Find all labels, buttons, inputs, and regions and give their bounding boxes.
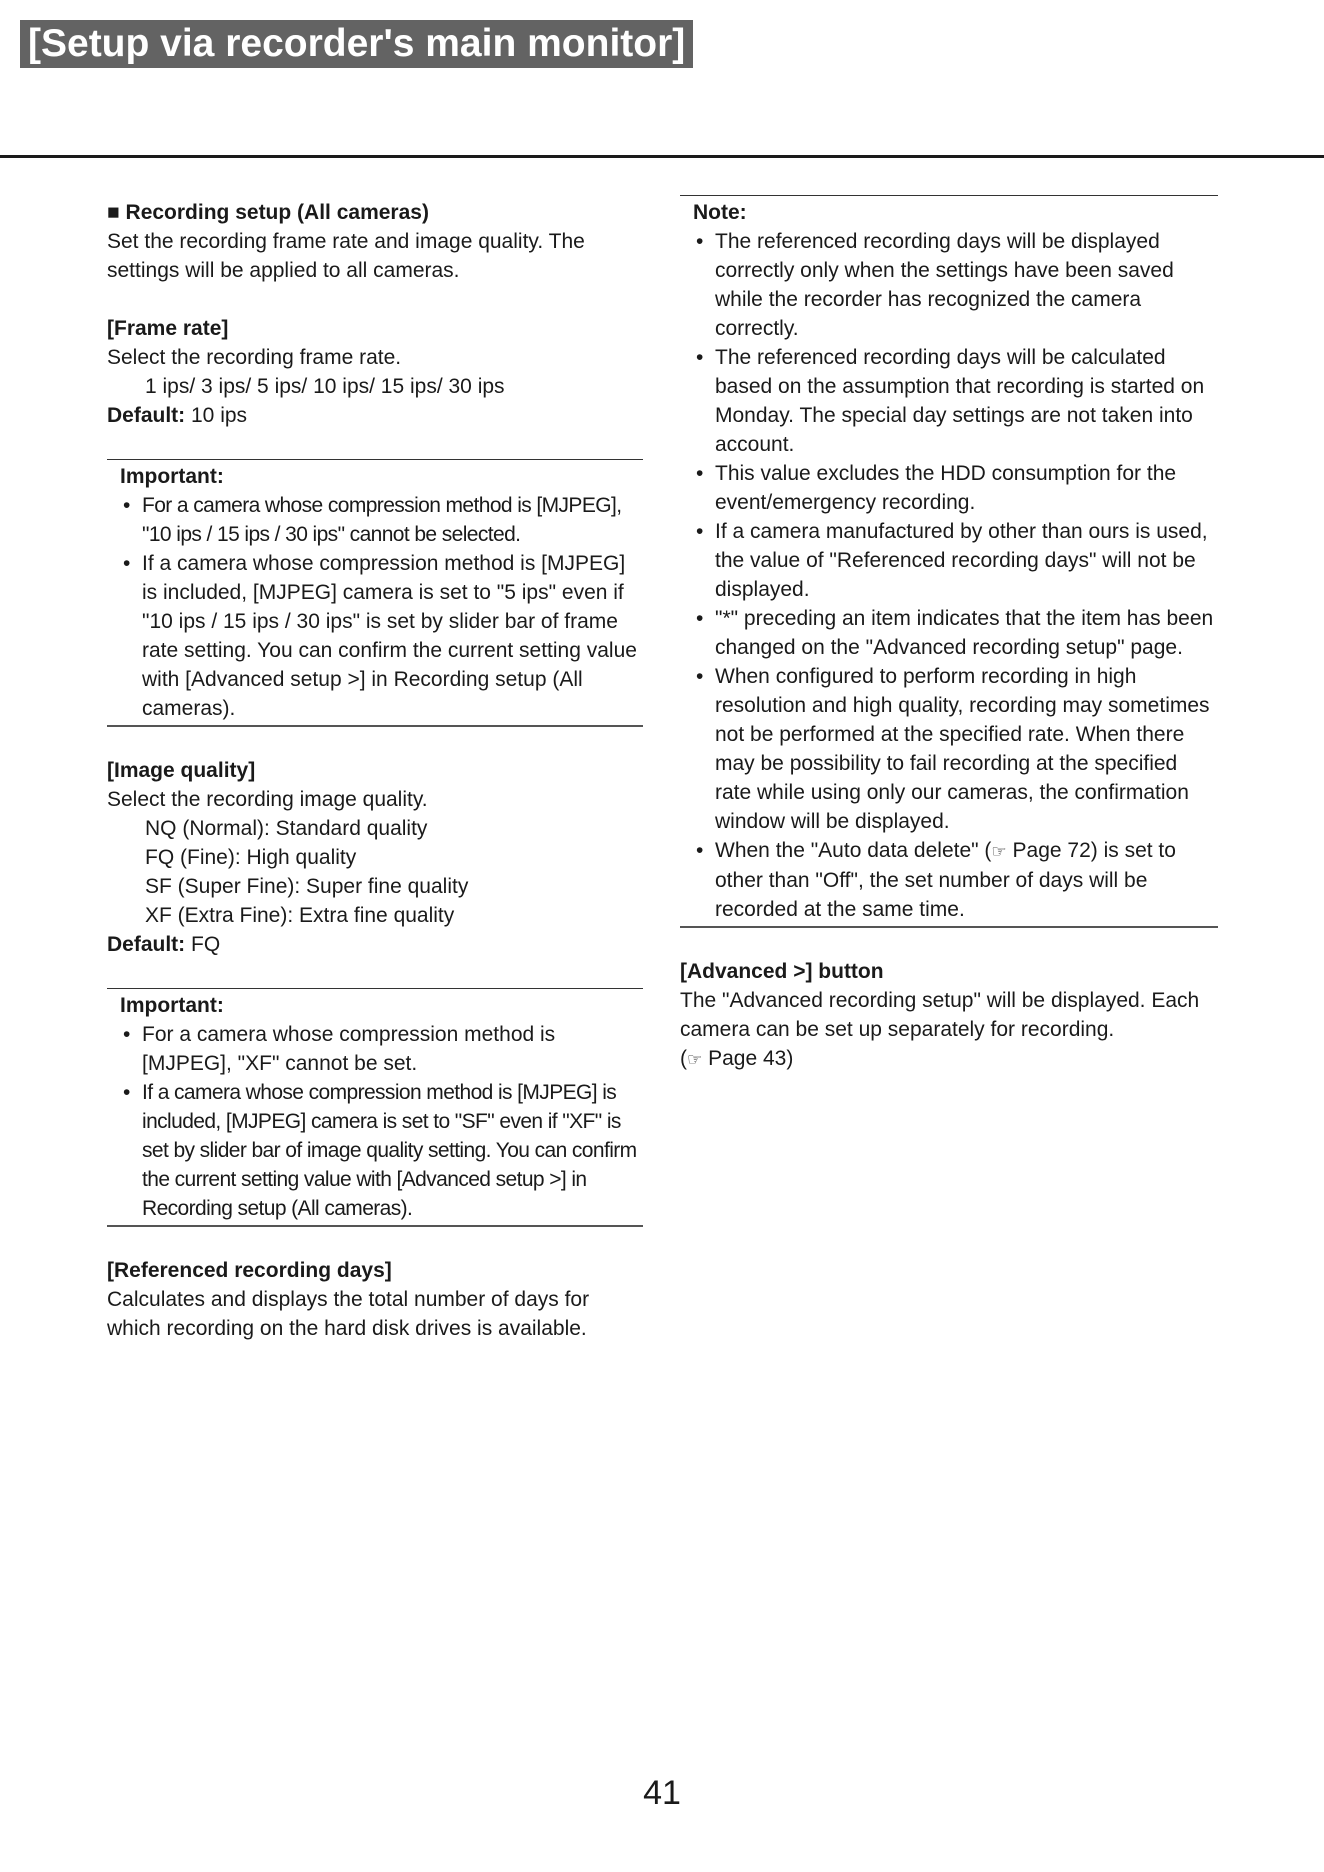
- list-item: • If a camera whose compression method is [MJPEG] is included, [MJPEG] camera is set to "SF" even if "XF" is set by slider bar of image quality setting. You can confirm the current setting value with [Advanced setup >] in Recording setup (All cameras).: [107, 1078, 643, 1223]
- note-list: [680, 227, 1218, 924]
- list-item: • If a camera whose compression method is [MJPEG] is included, [MJPEG] camera is set to "5 ips" even if "10 ips / 15 ips / 30 ips" is set by slider bar of frame rate setting. You can confirm the current setting value with [Advanced setup >] in Recording setup (All cameras).: [107, 549, 643, 723]
- left-column: [107, 198, 643, 1343]
- page-header-title: [Setup via recorder's main monitor]: [20, 20, 693, 68]
- list-item: • This value excludes the HDD consumption for the event/emergency recording.: [680, 459, 1218, 517]
- image-quality-option: SF (Super Fine): Super fine quality: [145, 875, 469, 898]
- list-item: • If a camera manufactured by other than ours is used, the value of "Referenced recording days" will not be displayed.: [680, 517, 1218, 604]
- important-list: [107, 491, 643, 723]
- list-item: • "*" preceding an item indicates that the item has been changed on the "Advanced recording setup" page.: [680, 604, 1218, 662]
- advanced-button-description: The "Advanced recording setup" will be displayed. Each camera can be set up separately for recording.: [680, 989, 1200, 1041]
- default-label: Default:: [107, 933, 186, 956]
- right-column: [680, 198, 1218, 1074]
- important-title: Important:: [120, 465, 224, 488]
- frame-rate-default: [107, 401, 643, 430]
- image-quality-heading: [Image quality]: [107, 759, 256, 782]
- section-heading-recording-setup: [107, 198, 643, 227]
- square-bullet-icon: ■: [107, 201, 120, 224]
- default-value: 10 ips: [185, 404, 248, 427]
- paren: (: [680, 1047, 687, 1070]
- frame-rate-heading: [Frame rate]: [107, 317, 229, 340]
- image-quality-option: FQ (Fine): High quality: [145, 846, 357, 869]
- list-item-text: Page 72) is set to other than "Off", the set number of days will be recorded at the same time.: [715, 839, 1176, 921]
- list-item: • For a camera whose compression method is [MJPEG], "XF" cannot be set.: [107, 1020, 643, 1078]
- default-value: FQ: [185, 933, 221, 956]
- image-quality-option: NQ (Normal): Standard quality: [145, 817, 428, 840]
- referenced-days-description: Calculates and displays the total number of days for which recording on the hard disk drives is available.: [107, 1288, 590, 1340]
- note-box: [680, 195, 1218, 928]
- list-item-text: When the "Auto data delete" (: [715, 839, 992, 862]
- important-box-image-quality: [107, 988, 643, 1227]
- image-quality-description: Select the recording image quality.: [107, 788, 428, 811]
- image-quality-default: [107, 930, 643, 959]
- list-item: • The referenced recording days will be displayed correctly only when the settings have been saved while the recorder has recognized the camera correctly.: [680, 227, 1218, 343]
- list-item: • When configured to perform recording in high resolution and high quality, recording may sometimes not be performed at the specified rate. When there may be possibility to fail recording at the specified rate while using only our cameras, the confirmation window will be displayed.: [680, 662, 1218, 836]
- frame-rate-description: Select the recording frame rate.: [107, 346, 402, 369]
- list-item: [680, 836, 1218, 924]
- page-number: 41: [643, 1774, 681, 1812]
- header-divider: [0, 155, 1324, 158]
- list-item: • The referenced recording days will be calculated based on the assumption that recording is started on Monday. The special day settings are not taken into account.: [680, 343, 1218, 459]
- important-box-frame-rate: [107, 459, 643, 727]
- image-quality-option: XF (Extra Fine): Extra fine quality: [145, 904, 455, 927]
- frame-rate-options: 1 ips/ 3 ips/ 5 ips/ 10 ips/ 15 ips/ 30 ips: [145, 375, 505, 398]
- referenced-days-heading: [Referenced recording days]: [107, 1259, 392, 1282]
- important-title: Important:: [120, 994, 224, 1017]
- page-reference-text: Page 43): [702, 1047, 794, 1070]
- advanced-page-reference: [680, 1044, 1218, 1074]
- list-item: • For a camera whose compression method is [MJPEG], "10 ips / 15 ips / 30 ips" cannot be selected.: [107, 491, 643, 549]
- section-description: Set the recording frame rate and image quality. The settings will be applied to all cameras.: [107, 230, 585, 282]
- page-reference-icon: ☞: [687, 1050, 703, 1069]
- advanced-button-heading: [Advanced >] button: [680, 960, 884, 983]
- note-title: Note:: [693, 201, 747, 224]
- important-list: [107, 1020, 643, 1223]
- section-title: Recording setup (All cameras): [125, 201, 429, 224]
- default-label: Default:: [107, 404, 186, 427]
- page-reference-icon: ☞: [991, 842, 1007, 861]
